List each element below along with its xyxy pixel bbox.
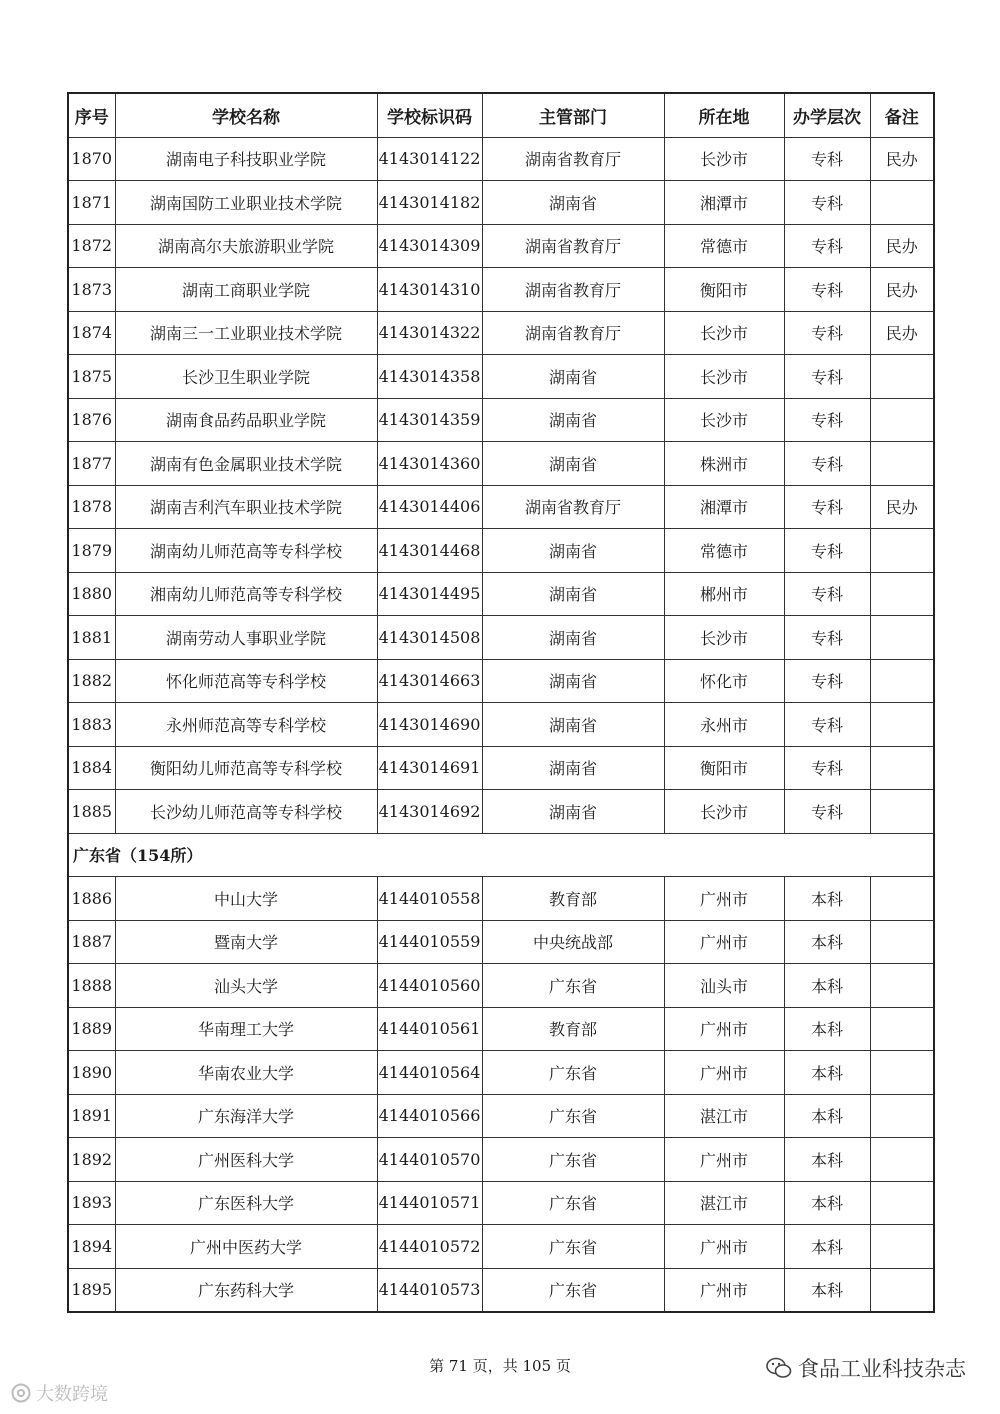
table-cell: 湖南高尔夫旅游职业学院 <box>115 224 377 268</box>
table-row <box>68 703 934 747</box>
table-cell: 4143014310 <box>377 268 482 312</box>
table-cell: 专科 <box>784 268 870 312</box>
table-cell <box>870 964 934 1008</box>
school-table <box>67 92 935 1313</box>
table-cell: 中央统战部 <box>482 920 664 964</box>
watermark-brand <box>10 1380 108 1406</box>
table-cell: 4143014359 <box>377 398 482 442</box>
table-cell: 广东省 <box>482 1268 664 1312</box>
table-cell: 本科 <box>784 920 870 964</box>
table-row <box>68 137 934 181</box>
table-cell: 4144010560 <box>377 964 482 1008</box>
table-cell: 1882 <box>68 659 115 703</box>
table-cell <box>870 572 934 616</box>
table-cell: 株洲市 <box>664 442 784 486</box>
table-cell: 郴州市 <box>664 572 784 616</box>
table-row <box>68 1094 934 1138</box>
table-cell: 广东省 <box>482 964 664 1008</box>
table-cell: 专科 <box>784 529 870 573</box>
table-cell: 广州中医药大学 <box>115 1225 377 1269</box>
header-cell: 办学层次 <box>784 93 870 137</box>
table-cell: 专科 <box>784 790 870 834</box>
table-cell: 1873 <box>68 268 115 312</box>
table-row <box>68 355 934 399</box>
table-cell: 广州市 <box>664 1051 784 1095</box>
table-cell: 1879 <box>68 529 115 573</box>
table-cell: 汕头大学 <box>115 964 377 1008</box>
table-row <box>68 746 934 790</box>
table-cell <box>870 1181 934 1225</box>
table-cell: 长沙市 <box>664 137 784 181</box>
table-cell: 广州市 <box>664 1138 784 1182</box>
table-cell: 湖南省 <box>482 703 664 747</box>
table-row <box>68 1007 934 1051</box>
table-cell: 汕头市 <box>664 964 784 1008</box>
table-cell: 1889 <box>68 1007 115 1051</box>
table-row <box>68 964 934 1008</box>
table-cell: 湖南三一工业职业技术学院 <box>115 311 377 355</box>
table-cell: 湖南省教育厅 <box>482 485 664 529</box>
table-cell: 1893 <box>68 1181 115 1225</box>
table-cell: 湖南省 <box>482 181 664 225</box>
table-row <box>68 224 934 268</box>
table-cell: 广东药科大学 <box>115 1268 377 1312</box>
table-cell: 专科 <box>784 659 870 703</box>
table-cell: 民办 <box>870 137 934 181</box>
table-cell: 1884 <box>68 746 115 790</box>
table-cell: 4143014495 <box>377 572 482 616</box>
table-cell: 1875 <box>68 355 115 399</box>
table-cell: 广州医科大学 <box>115 1138 377 1182</box>
table-cell: 4143014358 <box>377 355 482 399</box>
table-cell: 华南理工大学 <box>115 1007 377 1051</box>
table-cell: 广东海洋大学 <box>115 1094 377 1138</box>
table-cell: 湛江市 <box>664 1094 784 1138</box>
table-cell: 4144010572 <box>377 1225 482 1269</box>
table-cell: 4143014468 <box>377 529 482 573</box>
table-cell <box>870 877 934 921</box>
table-cell: 1872 <box>68 224 115 268</box>
table-cell: 专科 <box>784 485 870 529</box>
table-row <box>68 1181 934 1225</box>
table-cell: 中山大学 <box>115 877 377 921</box>
watermark-account-text: 食品工业科技杂志 <box>798 1357 966 1381</box>
table-cell: 湖南有色金属职业技术学院 <box>115 442 377 486</box>
table-cell <box>870 442 934 486</box>
table-cell: 湖南省教育厅 <box>482 137 664 181</box>
table-cell: 湖南国防工业职业技术学院 <box>115 181 377 225</box>
table-cell: 1880 <box>68 572 115 616</box>
table-cell: 1886 <box>68 877 115 921</box>
table-cell <box>870 703 934 747</box>
table-cell: 长沙市 <box>664 355 784 399</box>
table-cell: 专科 <box>784 703 870 747</box>
table-cell: 教育部 <box>482 1007 664 1051</box>
table-cell: 专科 <box>784 311 870 355</box>
table-cell: 教育部 <box>482 877 664 921</box>
table-row <box>68 268 934 312</box>
table-cell: 湖南省 <box>482 746 664 790</box>
table-cell: 常德市 <box>664 224 784 268</box>
table-cell: 湘潭市 <box>664 181 784 225</box>
table-cell: 4144010571 <box>377 1181 482 1225</box>
table-cell: 1870 <box>68 137 115 181</box>
table-row <box>68 485 934 529</box>
table-cell: 长沙市 <box>664 398 784 442</box>
table-row <box>68 920 934 964</box>
table-cell: 湖南省 <box>482 659 664 703</box>
table-row <box>68 442 934 486</box>
table-cell: 1895 <box>68 1268 115 1312</box>
table-cell: 民办 <box>870 268 934 312</box>
table-cell: 民办 <box>870 224 934 268</box>
watermark-brand-text: 大数跨境 <box>36 1384 108 1405</box>
table-cell: 广州市 <box>664 920 784 964</box>
table-row <box>68 572 934 616</box>
table-cell: 湖南劳动人事职业学院 <box>115 616 377 660</box>
table-cell: 广东省 <box>482 1225 664 1269</box>
table-cell: 常德市 <box>664 529 784 573</box>
table-cell: 1892 <box>68 1138 115 1182</box>
header-cell: 学校名称 <box>115 93 377 137</box>
table-cell: 本科 <box>784 1225 870 1269</box>
table-row <box>68 1051 934 1095</box>
watermark-account <box>766 1353 966 1383</box>
table-cell: 广东省 <box>482 1138 664 1182</box>
table-cell: 湖南省 <box>482 398 664 442</box>
table-cell <box>870 1268 934 1312</box>
table-cell: 广州市 <box>664 1225 784 1269</box>
table-row <box>68 877 934 921</box>
table-cell: 4144010561 <box>377 1007 482 1051</box>
table-cell: 4143014690 <box>377 703 482 747</box>
section-header-row <box>68 833 934 877</box>
table-cell: 1876 <box>68 398 115 442</box>
table-cell: 4143014406 <box>377 485 482 529</box>
table-cell: 4144010570 <box>377 1138 482 1182</box>
table-cell: 湖南省 <box>482 442 664 486</box>
table-cell: 专科 <box>784 224 870 268</box>
table-cell: 1877 <box>68 442 115 486</box>
table-cell: 本科 <box>784 1138 870 1182</box>
table-cell: 4144010559 <box>377 920 482 964</box>
table-cell: 湖南吉利汽车职业技术学院 <box>115 485 377 529</box>
table-cell: 广东省 <box>482 1094 664 1138</box>
table-row <box>68 529 934 573</box>
table-cell: 湖南省 <box>482 616 664 660</box>
table-cell <box>870 1225 934 1269</box>
table-row <box>68 398 934 442</box>
table-cell <box>870 1094 934 1138</box>
table-cell <box>870 529 934 573</box>
table-cell: 专科 <box>784 355 870 399</box>
guangdong-rows <box>68 877 934 1313</box>
table-cell: 广东省 <box>482 1181 664 1225</box>
table-cell <box>870 181 934 225</box>
table-cell: 长沙幼儿师范高等专科学校 <box>115 790 377 834</box>
header-cell: 序号 <box>68 93 115 137</box>
table-cell: 本科 <box>784 1094 870 1138</box>
section-label: 广东省（154所） <box>68 833 934 877</box>
table-cell: 民办 <box>870 485 934 529</box>
table-row <box>68 659 934 703</box>
table-cell: 暨南大学 <box>115 920 377 964</box>
table-cell: 1885 <box>68 790 115 834</box>
table-cell: 1874 <box>68 311 115 355</box>
table-cell: 湖南省教育厅 <box>482 224 664 268</box>
table-cell <box>870 659 934 703</box>
table-cell: 专科 <box>784 746 870 790</box>
table-cell <box>870 398 934 442</box>
table-cell: 湖南省 <box>482 355 664 399</box>
table-cell: 专科 <box>784 616 870 660</box>
table-cell <box>870 1138 934 1182</box>
table-row <box>68 181 934 225</box>
table-cell: 怀化市 <box>664 659 784 703</box>
ring-logo-icon <box>10 1382 32 1404</box>
table-cell: 长沙市 <box>664 311 784 355</box>
table-cell: 湖南食品药品职业学院 <box>115 398 377 442</box>
table-cell: 湖南省 <box>482 790 664 834</box>
table-cell: 专科 <box>784 181 870 225</box>
table-cell: 湘潭市 <box>664 485 784 529</box>
table-cell: 1887 <box>68 920 115 964</box>
table-cell: 4144010564 <box>377 1051 482 1095</box>
table-cell: 湘南幼儿师范高等专科学校 <box>115 572 377 616</box>
hunan-rows <box>68 137 934 833</box>
table-cell: 永州师范高等专科学校 <box>115 703 377 747</box>
table-cell: 专科 <box>784 572 870 616</box>
table-cell: 专科 <box>784 137 870 181</box>
header-cell: 所在地 <box>664 93 784 137</box>
table-cell: 湖南省 <box>482 572 664 616</box>
table-cell: 本科 <box>784 1007 870 1051</box>
table-cell: 4143014663 <box>377 659 482 703</box>
table-cell: 4143014182 <box>377 181 482 225</box>
table-cell: 4144010573 <box>377 1268 482 1312</box>
table-cell: 广州市 <box>664 1268 784 1312</box>
header-cell: 主管部门 <box>482 93 664 137</box>
table-cell: 衡阳幼儿师范高等专科学校 <box>115 746 377 790</box>
table-cell: 广东医科大学 <box>115 1181 377 1225</box>
table-cell: 1894 <box>68 1225 115 1269</box>
table-cell: 湛江市 <box>664 1181 784 1225</box>
table-cell: 衡阳市 <box>664 746 784 790</box>
table-row <box>68 790 934 834</box>
table-cell: 长沙市 <box>664 616 784 660</box>
wechat-icon <box>766 1357 792 1379</box>
header-cell: 备注 <box>870 93 934 137</box>
table-cell: 1881 <box>68 616 115 660</box>
table-row <box>68 616 934 660</box>
table-cell <box>870 616 934 660</box>
table-row <box>68 311 934 355</box>
table-cell: 1888 <box>68 964 115 1008</box>
table-row <box>68 1268 934 1312</box>
table-cell: 永州市 <box>664 703 784 747</box>
table-cell: 湖南幼儿师范高等专科学校 <box>115 529 377 573</box>
table-cell: 4144010558 <box>377 877 482 921</box>
table-cell: 4143014691 <box>377 746 482 790</box>
table-cell: 本科 <box>784 1268 870 1312</box>
table-cell: 4143014360 <box>377 442 482 486</box>
table-cell <box>870 355 934 399</box>
table-cell: 本科 <box>784 1181 870 1225</box>
table-cell <box>870 920 934 964</box>
table-cell: 专科 <box>784 398 870 442</box>
table-cell: 湖南省教育厅 <box>482 311 664 355</box>
table-cell: 怀化师范高等专科学校 <box>115 659 377 703</box>
table-cell: 4143014309 <box>377 224 482 268</box>
table-cell: 本科 <box>784 1051 870 1095</box>
table-cell: 长沙市 <box>664 790 784 834</box>
table-cell <box>870 746 934 790</box>
page-number: 第 71 页，共 105 页 <box>429 1357 571 1375</box>
table-cell: 4143014508 <box>377 616 482 660</box>
header-cell: 学校标识码 <box>377 93 482 137</box>
table-cell <box>870 790 934 834</box>
table-cell: 1890 <box>68 1051 115 1095</box>
table-cell: 广东省 <box>482 1051 664 1095</box>
table-cell: 1891 <box>68 1094 115 1138</box>
table-cell: 1878 <box>68 485 115 529</box>
table-cell: 广州市 <box>664 1007 784 1051</box>
table-cell <box>870 1051 934 1095</box>
table-cell: 长沙卫生职业学院 <box>115 355 377 399</box>
table-cell: 4144010566 <box>377 1094 482 1138</box>
table-cell: 1883 <box>68 703 115 747</box>
table-header-row <box>68 93 934 137</box>
table-cell: 华南农业大学 <box>115 1051 377 1095</box>
table-cell: 4143014322 <box>377 311 482 355</box>
table-cell: 1871 <box>68 181 115 225</box>
table-cell: 湖南工商职业学院 <box>115 268 377 312</box>
table-cell: 本科 <box>784 877 870 921</box>
table-row <box>68 1225 934 1269</box>
table-cell: 专科 <box>784 442 870 486</box>
table-cell: 衡阳市 <box>664 268 784 312</box>
table-cell: 本科 <box>784 964 870 1008</box>
table-row <box>68 1138 934 1182</box>
table-cell <box>870 1007 934 1051</box>
table-cell: 湖南省教育厅 <box>482 268 664 312</box>
table-cell: 湖南电子科技职业学院 <box>115 137 377 181</box>
table-cell: 4143014122 <box>377 137 482 181</box>
table-cell: 民办 <box>870 311 934 355</box>
guangdong-section <box>68 833 934 877</box>
table-cell: 湖南省 <box>482 529 664 573</box>
table-cell: 广州市 <box>664 877 784 921</box>
table-cell: 4143014692 <box>377 790 482 834</box>
